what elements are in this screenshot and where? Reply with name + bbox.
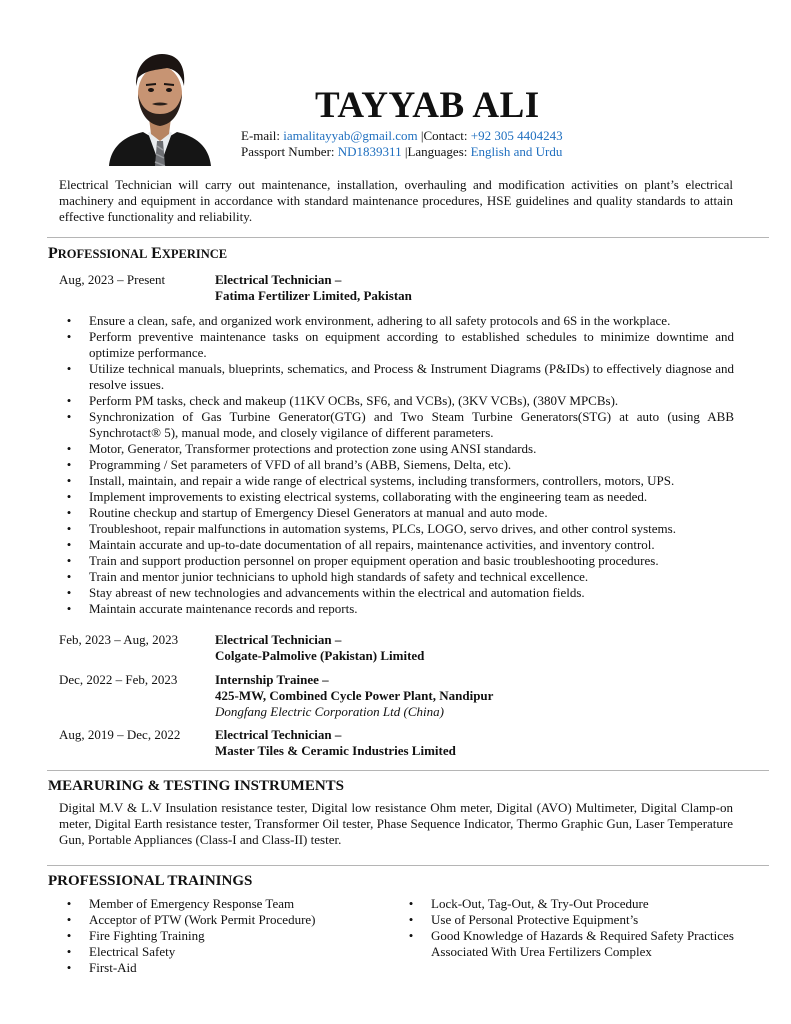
list-item bbox=[59, 489, 734, 505]
trainings-list-right bbox=[401, 896, 741, 960]
bullet-icon: • bbox=[66, 585, 72, 600]
candidate-name: TAYYAB ALI bbox=[315, 85, 540, 126]
list-item-text: Routine checkup and startup of Emergency Diesel Generators at manual and auto mode. bbox=[89, 505, 548, 520]
list-item-text: Fire Fighting Training bbox=[89, 928, 205, 943]
passport-number: ND1839311 bbox=[337, 144, 402, 159]
job-info bbox=[215, 272, 412, 304]
list-item bbox=[59, 457, 734, 473]
list-item bbox=[59, 313, 734, 329]
list-item-text: Synchronization of Gas Turbine Generator(GTG) and Two Steam Turbine Generators(STG) at auto (using ABB Synchrotact® 5), manual mode, and closely vigilance of different parameters. bbox=[89, 409, 734, 440]
bullet-icon: • bbox=[66, 896, 72, 911]
bullet-icon: • bbox=[66, 393, 72, 408]
job-info bbox=[215, 672, 493, 720]
list-item-text: Perform PM tasks, check and makeup (11KV OCBs, SF6, and VCBs), (3KV VCBs), (380V MPCBs). bbox=[89, 393, 619, 408]
instruments-text: Digital M.V & L.V Insulation resistance tester, Digital low resistance Ohm meter, Digital (AVO) Multimeter, Digital Clamp-on meter, Digital Earth resistance tester, Transformer Oil tester, Phase Sequence Indicator, Thermo Graphic Gun, Laser Temperature Gun, Portable Appliances (Class-I and Class-II) tester. bbox=[59, 800, 733, 847]
bullet-icon: • bbox=[66, 553, 72, 568]
list-item bbox=[59, 329, 734, 361]
list-item bbox=[59, 601, 734, 617]
list-item bbox=[59, 409, 734, 441]
professional-summary: Electrical Technician will carry out maintenance, installation, overhauling and modification activities on plant’s electrical machinery and equipment in accordance with standard maintenance procedures, HSE guidelines and quality standards to attain effective functionality and reliability. bbox=[59, 177, 733, 224]
job-note: Dongfang Electric Corporation Ltd (China) bbox=[215, 704, 444, 719]
list-item bbox=[59, 537, 734, 553]
list-item-text: Perform preventive maintenance tasks on equipment according to established schedules to minimize downtime and optimize performance. bbox=[89, 329, 734, 360]
bullet-icon: • bbox=[66, 329, 72, 344]
bullet-icon: • bbox=[66, 473, 72, 488]
bullet-icon: • bbox=[66, 944, 72, 959]
phone-link[interactable]: +92 305 4404243 bbox=[470, 128, 563, 143]
separator: | bbox=[404, 144, 408, 159]
section-divider bbox=[47, 237, 769, 238]
bullet-icon: • bbox=[66, 457, 72, 472]
list-item bbox=[59, 505, 734, 521]
list-item bbox=[59, 944, 379, 960]
job-info bbox=[215, 632, 424, 664]
job-company: Fatima Fertilizer Limited, Pakistan bbox=[215, 288, 412, 303]
list-item bbox=[59, 960, 379, 976]
list-item-text: Train and mentor junior technicians to uphold high standards of safety and technical excellence. bbox=[89, 569, 589, 584]
bullet-icon: • bbox=[66, 313, 72, 328]
list-item-text: Maintain accurate and up-to-date documentation of all repairs, maintenance activities, and inventory control. bbox=[89, 537, 655, 552]
bullet-icon: • bbox=[66, 361, 72, 376]
list-item bbox=[401, 912, 741, 928]
list-item-text: Troubleshoot, repair malfunctions in automation systems, PLCs, LOGO, servo drives, and other control systems. bbox=[89, 521, 676, 536]
profile-photo bbox=[107, 42, 213, 166]
list-item-text: First-Aid bbox=[89, 960, 137, 975]
list-item-text: Electrical Safety bbox=[89, 944, 176, 959]
job-dates: Feb, 2023 – Aug, 2023 bbox=[59, 632, 179, 647]
list-item bbox=[401, 928, 741, 960]
languages-label: Languages: bbox=[407, 144, 468, 159]
list-item bbox=[59, 473, 734, 489]
bullet-icon: • bbox=[66, 489, 72, 504]
list-item bbox=[59, 521, 734, 537]
job-role: Internship Trainee – bbox=[215, 672, 329, 687]
contact-row-passport bbox=[241, 144, 563, 160]
list-item bbox=[59, 441, 734, 457]
list-item-text: Motor, Generator, Transformer protections and protection zone using ANSI standards. bbox=[89, 441, 537, 456]
list-item-text: Good Knowledge of Hazards & Required Safety Practices Associated With Urea Fertilizers Complex bbox=[431, 928, 734, 959]
bullet-icon: • bbox=[408, 928, 414, 943]
list-item-text: Utilize technical manuals, blueprints, schematics, and Process & Instrument Diagrams (P&IDs) to effectively diagnose and resolve issues. bbox=[89, 361, 734, 392]
bullet-icon: • bbox=[66, 569, 72, 584]
duties-list bbox=[59, 313, 734, 617]
job-dates: Aug, 2023 – Present bbox=[59, 272, 166, 287]
bullet-icon: • bbox=[66, 601, 72, 616]
experience-section-title: PROFESSIONAL EXPERINCE bbox=[48, 245, 228, 262]
job-info bbox=[215, 727, 456, 759]
bullet-icon: • bbox=[66, 441, 72, 456]
contact-label: Contact: bbox=[423, 128, 468, 143]
list-item bbox=[59, 585, 734, 601]
email-label: E-mail: bbox=[241, 128, 280, 143]
list-item bbox=[59, 896, 379, 912]
job-company: Master Tiles & Ceramic Industries Limited bbox=[215, 743, 456, 758]
list-item-text: Lock-Out, Tag-Out, & Try-Out Procedure bbox=[431, 896, 649, 911]
bullet-icon: • bbox=[66, 505, 72, 520]
job-role: Electrical Technician – bbox=[215, 632, 342, 647]
bullet-icon: • bbox=[408, 896, 414, 911]
list-item-text: Stay abreast of new technologies and advancements within the electrical and automation fields. bbox=[89, 585, 585, 600]
list-item bbox=[59, 569, 734, 585]
job-role: Electrical Technician – bbox=[215, 272, 342, 287]
bullet-icon: • bbox=[408, 912, 414, 927]
trainings-section-title: PROFESSIONAL TRAININGS bbox=[48, 873, 253, 889]
email-link[interactable]: iamalitayyab@gmail.com bbox=[283, 128, 418, 143]
list-item-text: Acceptor of PTW (Work Permit Procedure) bbox=[89, 912, 316, 927]
contact-info bbox=[241, 128, 563, 160]
list-item-text: Maintain accurate maintenance records and reports. bbox=[89, 601, 358, 616]
separator: | bbox=[420, 128, 424, 143]
list-item bbox=[59, 553, 734, 569]
list-item bbox=[59, 912, 379, 928]
bullet-icon: • bbox=[66, 521, 72, 536]
list-item-text: Train and support production personnel on proper equipment operation and basic troubleshooting procedures. bbox=[89, 553, 659, 568]
bullet-icon: • bbox=[66, 537, 72, 552]
job-dates: Dec, 2022 – Feb, 2023 bbox=[59, 672, 178, 687]
instruments-section-title: MEARURING & TESTING INSTRUMENTS bbox=[48, 778, 345, 794]
list-item-text: Use of Personal Protective Equipment’s bbox=[431, 912, 639, 927]
list-item-text: Member of Emergency Response Team bbox=[89, 896, 295, 911]
job-company: Colgate-Palmolive (Pakistan) Limited bbox=[215, 648, 425, 663]
bullet-icon: • bbox=[66, 409, 72, 424]
bullet-icon: • bbox=[66, 912, 72, 927]
bullet-icon: • bbox=[66, 928, 72, 943]
list-item-text: Programming / Set parameters of VFD of all brand’s (ABB, Siemens, Delta, etc). bbox=[89, 457, 512, 472]
list-item bbox=[59, 928, 379, 944]
section-divider bbox=[47, 865, 769, 866]
job-dates: Aug, 2019 – Dec, 2022 bbox=[59, 727, 181, 742]
languages-value: English and Urdu bbox=[470, 144, 563, 159]
job-role: Electrical Technician – bbox=[215, 727, 342, 742]
list-item bbox=[59, 361, 734, 393]
bullet-icon: • bbox=[66, 960, 72, 975]
list-item-text: Ensure a clean, safe, and organized work environment, adhering to all safety protocols and 6S in the workplace. bbox=[89, 313, 671, 328]
list-item bbox=[59, 393, 734, 409]
passport-label: Passport Number: bbox=[241, 144, 335, 159]
list-item bbox=[401, 896, 741, 912]
section-divider bbox=[47, 770, 769, 771]
list-item-text: Install, maintain, and repair a wide range of electrical systems, including transformers, controllers, motors, UPS. bbox=[89, 473, 675, 488]
trainings-list-left bbox=[59, 896, 379, 976]
contact-row-email bbox=[241, 128, 563, 144]
list-item-text: Implement improvements to existing electrical systems, collaborating with the engineering team as needed. bbox=[89, 489, 648, 504]
job-company: 425-MW, Combined Cycle Power Plant, Nandipur bbox=[215, 688, 494, 703]
